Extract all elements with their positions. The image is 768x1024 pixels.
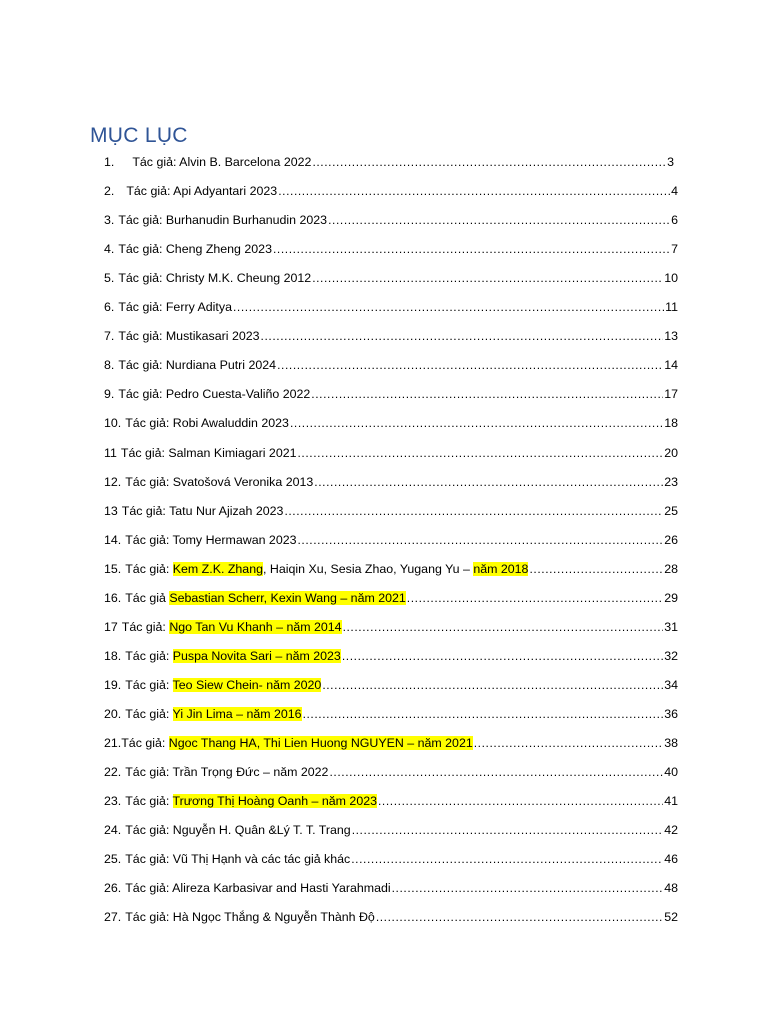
toc-entry-title [104, 561, 528, 577]
dot-leader [378, 793, 663, 809]
toc-entry-number: 23. [104, 794, 122, 809]
toc-entry-number: 15. [104, 561, 122, 576]
dot-leader [407, 590, 663, 606]
dot-leader [328, 212, 670, 228]
dot-leader [298, 445, 664, 461]
toc-entry-number: 27. [104, 910, 122, 925]
toc-entry-text: Tác giả: Cheng Zheng 2023 [118, 242, 272, 257]
toc-entry-title [104, 299, 232, 315]
toc-entry-highlighted-text: Yi Jin Lima – năm 2016 [172, 707, 302, 721]
toc-entry-title [104, 212, 327, 228]
toc-entry[interactable] [104, 675, 678, 693]
toc-entry-title [104, 793, 377, 809]
toc-entry-page-number: 41 [664, 794, 678, 809]
toc-entry[interactable] [104, 413, 678, 431]
toc-entry-page-number: 20 [664, 445, 678, 460]
toc-entry-page-number: 36 [664, 707, 678, 721]
toc-entry-page-number: 7 [671, 242, 678, 257]
toc-entry[interactable] [104, 181, 678, 199]
dot-leader [277, 357, 663, 373]
toc-entry-text: Tác giả: Robi Awaluddin 2023 [125, 416, 289, 431]
toc-entry[interactable] [104, 878, 678, 896]
toc-entry-text: Tác giả: Nurdiana Putri 2024 [118, 358, 277, 373]
dot-leader [312, 154, 666, 170]
toc-entry-text: Tác giả: Alireza Karbasivar and Hasti Yarahmadi [125, 881, 391, 896]
toc-entry-text: Tác giả: Ferry Aditya [118, 300, 232, 315]
toc-entry[interactable] [104, 704, 678, 722]
toc-entry-page-number: 3 [667, 155, 674, 169]
toc-entry-text: Tác giả [125, 590, 170, 605]
dot-leader [303, 706, 664, 722]
dot-leader [284, 503, 663, 519]
toc-entry-title [104, 590, 406, 606]
toc-entry-title [104, 474, 313, 490]
toc-entry-number: 10. [104, 416, 122, 431]
toc-entry-text: Tác giả: Burhanudin Burhanudin 2023 [118, 213, 328, 228]
toc-entry-page-number: 48 [664, 881, 678, 896]
toc-entry-title [104, 880, 391, 896]
dot-leader [392, 880, 664, 896]
toc-entry-text: Tác giả: Christy M.K. Cheung 2012 [118, 271, 312, 286]
toc-entry-number: 16. [104, 590, 122, 605]
toc-entry[interactable] [104, 530, 678, 548]
toc-entry-title [104, 822, 351, 838]
toc-entry[interactable] [104, 355, 678, 373]
dot-leader [474, 735, 663, 751]
toc-entry-number: 14. [104, 532, 122, 547]
toc-entry-title [104, 357, 276, 373]
dot-leader [529, 561, 663, 577]
toc-entry-text: Tác giả: Mustikasari 2023 [118, 329, 260, 344]
toc-entry-text: Tác giả: Tatu Nur Ajizah 2023 [121, 503, 284, 518]
toc-entry-number: 12. [104, 474, 122, 489]
toc-entry-page-number: 34 [664, 677, 678, 692]
toc-entry-title [104, 619, 342, 635]
toc-entry-title [104, 764, 328, 780]
toc-entry-title [104, 270, 311, 286]
toc-entry-text: Tác giả: Pedro Cuesta-Valiño 2022 [118, 387, 311, 402]
toc-entry-title [104, 415, 289, 431]
toc-entry[interactable] [104, 472, 678, 490]
toc-entry[interactable] [104, 617, 678, 635]
toc-entry-number: 13 [104, 503, 118, 518]
dot-leader [376, 909, 663, 925]
toc-entry-title [104, 503, 283, 519]
toc-entry-text: Tác giả: [125, 707, 173, 721]
toc-entry-title [104, 735, 473, 751]
toc-entry-page-number: 28 [664, 561, 678, 576]
toc-entry-text: Tác giả: Alvin B. Barcelona 2022 [132, 155, 312, 169]
toc-entry-text: Tác giả: Vũ Thị Hạnh và các tác giả khác [125, 852, 351, 867]
dot-leader [311, 386, 663, 402]
toc-entry-page-number: 26 [664, 532, 678, 547]
toc-entry-highlighted-text: Ngo Tan Vu Khanh – năm 2014 [169, 619, 342, 634]
dot-leader [273, 241, 670, 257]
toc-entry-title [104, 241, 272, 257]
toc-entry-number: 24. [104, 823, 122, 838]
dot-leader [278, 183, 670, 199]
dot-leader [343, 619, 664, 635]
toc-entry-page-number: 46 [664, 852, 678, 867]
toc-entry-page-number: 14 [664, 358, 678, 373]
toc-entry-title [104, 909, 375, 925]
toc-entry-title [104, 706, 302, 722]
toc-entry[interactable] [104, 297, 678, 315]
dot-leader [329, 764, 663, 780]
toc-entry-text: Tác giả: [125, 561, 173, 576]
toc-entry[interactable] [104, 501, 678, 519]
toc-entry-page-number: 31 [664, 619, 678, 634]
toc-entry-number: 6. [104, 300, 115, 315]
toc-entry-text: Tác giả: [121, 619, 170, 634]
toc-entry-number: 2. [104, 184, 115, 199]
toc-entry[interactable] [104, 733, 678, 751]
toc-entry-number: 11 [104, 445, 117, 460]
toc-entry-page-number: 40 [664, 765, 678, 780]
toc-entry[interactable] [104, 210, 678, 228]
toc-entry[interactable] [104, 791, 678, 809]
toc-entry-text: Tác giả: Api Adyantari 2023 [126, 184, 278, 199]
toc-entry-title [104, 677, 321, 693]
toc-entry-title [104, 445, 297, 461]
dot-leader [342, 648, 663, 664]
dot-leader [322, 677, 663, 693]
toc-entry-highlighted-text: Trương Thị Hoàng Oanh – năm 2023 [172, 794, 377, 809]
toc-entry-page-number: 23 [664, 474, 678, 489]
toc-entry-number: 22. [104, 765, 122, 780]
toc-entry-number: 5. [104, 271, 115, 286]
toc-entry-title [104, 183, 277, 199]
toc-entry-text: , Haiqin Xu, Sesia Zhao, Yugang Yu – [262, 561, 474, 576]
toc-entry-text: Tác giả: [125, 677, 173, 692]
toc-entry[interactable] [104, 820, 678, 838]
toc-entry-title [104, 532, 297, 548]
toc-entry[interactable] [104, 559, 678, 577]
toc-entry[interactable] [104, 268, 678, 286]
toc-entry[interactable] [104, 588, 678, 606]
toc-entry-page-number: 17 [664, 387, 678, 402]
toc-entry-page-number: 10 [664, 271, 678, 286]
toc-entry-text: Tác giả: Salman Kimiagari 2021 [120, 445, 297, 460]
toc-entry-highlighted-text: Teo Siew Chein- năm 2020 [172, 677, 322, 692]
dot-leader [290, 415, 663, 431]
toc-entry-text: Tác giả: [125, 794, 173, 809]
toc-entry-text: Tác giả: Svatošová Veronika 2013 [125, 474, 314, 489]
toc-entry-number: 20. [104, 707, 122, 721]
dot-leader [312, 270, 663, 286]
toc-entry-title [104, 648, 341, 664]
toc-entry[interactable] [104, 326, 678, 344]
toc-entry-highlighted-text: Ngoc Thang HA, Thi Lien Huong NGUYEN – năm 2021 [168, 736, 473, 750]
toc-entry[interactable] [104, 762, 678, 780]
toc-entry-page-number: 11 [665, 300, 678, 315]
dot-leader [298, 532, 664, 548]
toc-entry-number: 8. [104, 358, 115, 373]
toc-entry-text: Tác giả: Hà Ngọc Thắng & Nguyễn Thành Độ [125, 910, 375, 925]
toc-entry[interactable] [104, 646, 678, 664]
toc-entry-number: 1. [104, 155, 115, 169]
toc-entry-highlighted-text: Sebastian Scherr, Kexin Wang – năm 2021 [169, 590, 406, 605]
toc-entry-title [104, 154, 311, 170]
toc-entry-number: 18. [104, 648, 122, 663]
toc-entry-page-number: 6 [671, 213, 678, 228]
toc-entry[interactable] [104, 152, 674, 170]
toc-entry-text: Tác giả: Tomy Hermawan 2023 [125, 532, 297, 547]
toc-entry-text: Tác giả: Trần Trọng Đức – năm 2022 [125, 765, 329, 780]
toc-entry-highlighted-text: năm 2018 [473, 561, 529, 576]
toc-entry-number: 25. [104, 852, 122, 867]
toc-entry-page-number: 42 [664, 823, 678, 838]
toc-entry-number: 7. [104, 329, 115, 344]
dot-leader [261, 328, 664, 344]
toc-entry[interactable] [104, 907, 678, 925]
toc-entry-title [104, 328, 260, 344]
toc-entry-title [104, 386, 310, 402]
toc-heading: MỤC LỤC [90, 124, 188, 147]
toc-entry-page-number: 18 [664, 416, 678, 431]
toc-entry-text: Tác giả: [125, 648, 173, 663]
toc-entry-page-number: 38 [664, 736, 678, 750]
toc-entry[interactable] [104, 443, 678, 461]
toc-entry-text: Tác giả: [121, 736, 169, 750]
dot-leader [233, 299, 664, 315]
toc-entry[interactable] [104, 239, 678, 257]
toc-entry-page-number: 4 [671, 184, 678, 199]
toc-entry-number: 17 [104, 619, 118, 634]
toc-entry-highlighted-text: Puspa Novita Sari – năm 2023 [172, 648, 341, 663]
toc-entry-number: 4. [104, 242, 115, 257]
toc-entry-number: 21. [104, 736, 122, 750]
toc-entry[interactable] [104, 849, 678, 867]
toc-entry-number: 9. [104, 387, 115, 402]
toc-entry-number: 3. [104, 213, 115, 228]
toc-entry-title [104, 851, 350, 867]
dot-leader [314, 474, 663, 490]
toc-entry-highlighted-text: Kem Z.K. Zhang [172, 561, 263, 576]
toc-entry[interactable] [104, 384, 678, 402]
toc-entry-page-number: 52 [664, 910, 678, 925]
toc-entry-number: 26. [104, 881, 122, 896]
toc-entry-page-number: 29 [664, 590, 678, 605]
toc-entry-page-number: 25 [664, 503, 678, 518]
toc-entry-page-number: 13 [664, 329, 678, 344]
toc-entry-number: 19. [104, 677, 122, 692]
dot-leader [352, 822, 664, 838]
toc-entry-page-number: 32 [664, 648, 678, 663]
toc-entry-text: Tác giả: Nguyễn H. Quân &Lý T. T. Trang [125, 823, 351, 838]
dot-leader [351, 851, 663, 867]
